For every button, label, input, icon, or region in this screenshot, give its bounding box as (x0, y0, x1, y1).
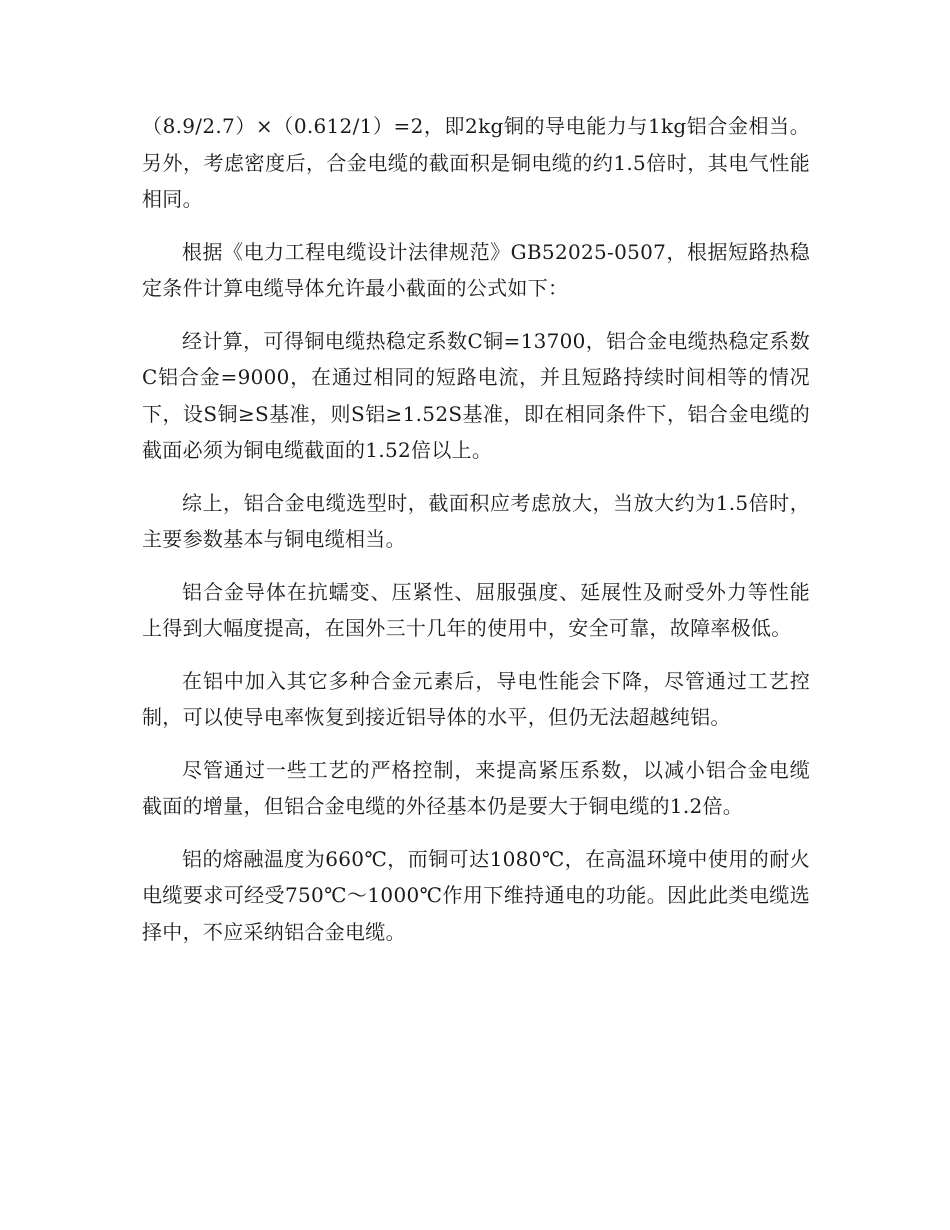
paragraph-2: 根据《电力工程电缆设计法律规范》GB52025-0507，根据短路热稳定条件计算电缆导体允许最小截面的公式如下： (142, 239, 810, 300)
paragraph-7: 尽管通过一些工艺的严格控制，来提高紧压系数，以减小铝合金电缆截面的增量，但铝合金电缆的外径基本仍是要大于铜电缆的1.2倍。 (142, 757, 810, 818)
paragraph-5: 铝合金导体在抗蠕变、压紧性、屈服强度、延展性及耐受外力等性能上得到大幅度提高，在国外三十几年的使用中，安全可靠，故障率极低。 (142, 579, 810, 640)
paragraph-3: 经计算，可得铜电缆热稳定系数C铜=13700，铝合金电缆热稳定系数C铝合金=9000，在通过相同的短路电流，并且短路持续时间相等的情况下，设S铜≥S基准，则S铝≥1.52S基准，即在相同条件下，铝合金电缆的截面必须为铜电缆截面的1.52倍以上。 (142, 328, 810, 462)
document-body (142, 108, 810, 966)
paragraph-6: 在铝中加入其它多种合金元素后，导电性能会下降，尽管通过工艺控制，可以使导电率恢复到接近铝导体的水平，但仍无法超越纯铝。 (142, 668, 810, 729)
paragraph-8: 铝的熔融温度为660℃，而铜可达1080℃，在高温环境中使用的耐火电缆要求可经受750℃～1000℃作用下维持通电的功能。因此此类电缆选择中，不应采纳铝合金电缆。 (142, 846, 810, 944)
paragraph-4: 综上，铝合金电缆选型时，截面积应考虑放大，当放大约为1.5倍时，主要参数基本与铜电缆相当。 (142, 490, 810, 551)
paragraph-1: （8.9/2.7）×（0.612/1）=2，即2kg铜的导电能力与1kg铝合金相当。另外，考虑密度后，合金电缆的截面积是铜电缆的约1.5倍时，其电气性能相同。 (142, 114, 810, 211)
